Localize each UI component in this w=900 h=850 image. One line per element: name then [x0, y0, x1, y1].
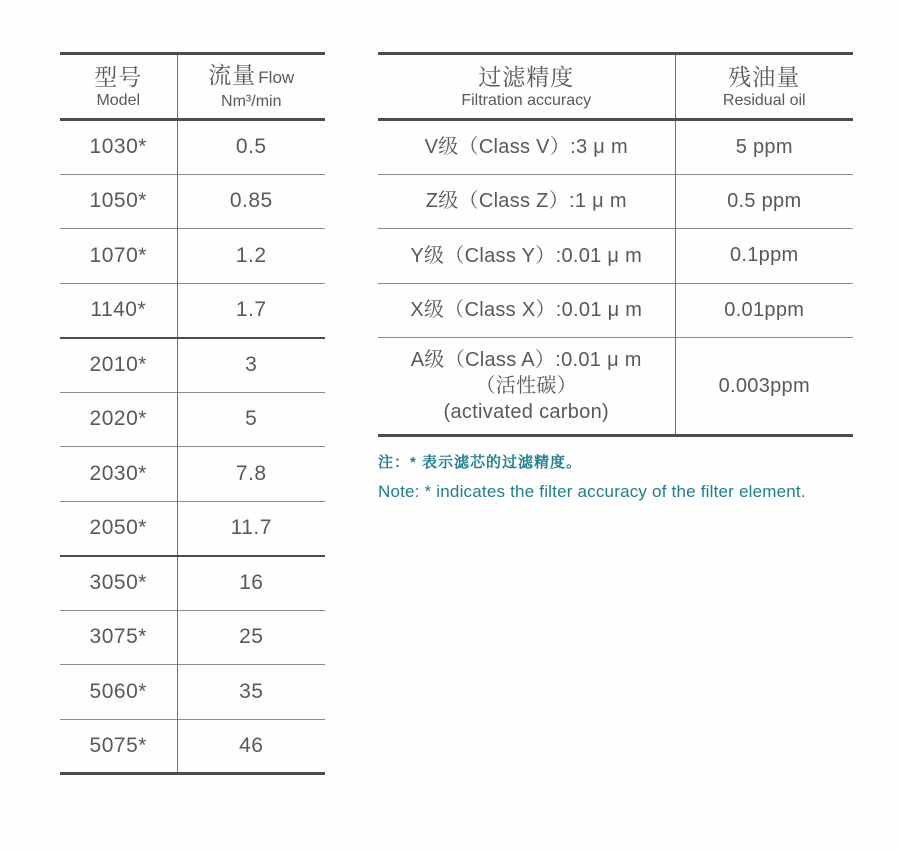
model-flow-row — [60, 719, 325, 774]
model-cell: 2050* — [60, 501, 177, 556]
model-flow-row — [60, 556, 325, 611]
filtration-table — [378, 52, 853, 437]
model-column-header — [60, 54, 177, 120]
flow-header-unit: Nm³/min — [221, 93, 282, 110]
model-flow-row — [60, 338, 325, 393]
model-cell: 5075* — [60, 719, 177, 774]
flow-cell: 5 — [177, 392, 325, 447]
model-flow-row — [60, 174, 325, 229]
model-flow-table-body — [60, 120, 325, 774]
model-flow-row — [60, 501, 325, 556]
flow-cell: 35 — [177, 665, 325, 720]
accuracy-cell — [378, 174, 675, 229]
residual-cell: 0.01ppm — [675, 283, 853, 338]
model-cell: 1050* — [60, 174, 177, 229]
flow-header-zh: 流量 — [208, 62, 257, 88]
filtration-table-header — [378, 54, 853, 120]
model-flow-table — [60, 52, 325, 775]
model-flow-row — [60, 447, 325, 502]
accuracy-cell — [378, 229, 675, 284]
flow-header-en: Flow — [258, 68, 295, 87]
accuracy-line: Z级（Class Z）:1 μ m — [425, 190, 627, 213]
residual-cell: 0.5 ppm — [675, 174, 853, 229]
model-cell: 1140* — [60, 283, 177, 338]
model-flow-table-header — [60, 54, 325, 120]
residual-cell: 5 ppm — [735, 135, 793, 158]
filtration-row — [378, 283, 853, 338]
flow-cell: 0.85 — [177, 174, 325, 229]
accuracy-line: A级（Class A）:0.01 μ m — [410, 349, 642, 371]
model-header-en: Model — [96, 91, 141, 109]
flow-cell: 0.5 — [235, 135, 267, 159]
footnote-zh: 注：* 表示滤芯的过滤精度。 — [378, 454, 583, 471]
accuracy-header-zh: 过滤精度 — [478, 63, 575, 90]
flow-cell: 25 — [177, 610, 325, 665]
model-flow-row — [60, 120, 325, 175]
flow-cell: 3 — [177, 338, 325, 393]
residual-header-en: Residual oil — [722, 91, 806, 109]
header-row — [60, 54, 325, 120]
flow-cell: 1.2 — [177, 229, 325, 284]
flow-cell: 11.7 — [177, 501, 325, 556]
residual-header-zh: 残油量 — [728, 63, 801, 90]
model-header-zh: 型号 — [94, 63, 143, 90]
footnote — [378, 452, 878, 504]
model-flow-row — [60, 229, 325, 284]
flow-column-header — [177, 54, 325, 120]
model-cell: 1030* — [60, 120, 177, 175]
model-flow-row — [60, 283, 325, 338]
filtration-row — [378, 338, 853, 436]
model-cell: 2030* — [60, 447, 177, 502]
flow-cell: 46 — [177, 719, 325, 774]
flow-cell: 7.8 — [177, 447, 325, 502]
flow-cell: 16 — [177, 556, 325, 611]
residual-cell: 0.1ppm — [675, 229, 853, 284]
accuracy-cell — [378, 338, 675, 436]
flow-header-line1 — [182, 62, 322, 91]
model-flow-row — [60, 665, 325, 720]
model-cell: 2010* — [60, 338, 177, 393]
header-row — [378, 54, 853, 120]
filtration-row — [378, 229, 853, 284]
filtration-table-body — [378, 120, 853, 436]
accuracy-line: Y级（Class Y）:0.01 μ m — [410, 244, 643, 267]
model-cell: 3075* — [60, 610, 177, 665]
accuracy-line: （活性碳） — [475, 375, 577, 397]
flow-cell: 1.7 — [177, 283, 325, 338]
accuracy-cell — [378, 283, 675, 338]
model-cell: 5060* — [60, 665, 177, 720]
residual-column-header — [675, 54, 853, 120]
model-cell: 2020* — [60, 392, 177, 447]
model-flow-row — [60, 610, 325, 665]
model-cell: 1070* — [60, 229, 177, 284]
accuracy-cell — [378, 120, 675, 175]
filtration-row — [378, 120, 853, 175]
model-cell: 3050* — [60, 556, 177, 611]
residual-cell: 0.003ppm — [675, 338, 853, 436]
accuracy-line: (activated carbon) — [443, 401, 609, 423]
footnote-en: Note: * indicates the filter accuracy of the filter element. — [378, 482, 806, 501]
model-flow-row — [60, 392, 325, 447]
accuracy-line: X级（Class X）:0.01 μ m — [410, 299, 643, 322]
filtration-row — [378, 174, 853, 229]
accuracy-header-en: Filtration accuracy — [461, 91, 592, 109]
accuracy-column-header — [378, 54, 675, 120]
accuracy-line: V级（Class V）:3 μ m — [424, 136, 628, 159]
